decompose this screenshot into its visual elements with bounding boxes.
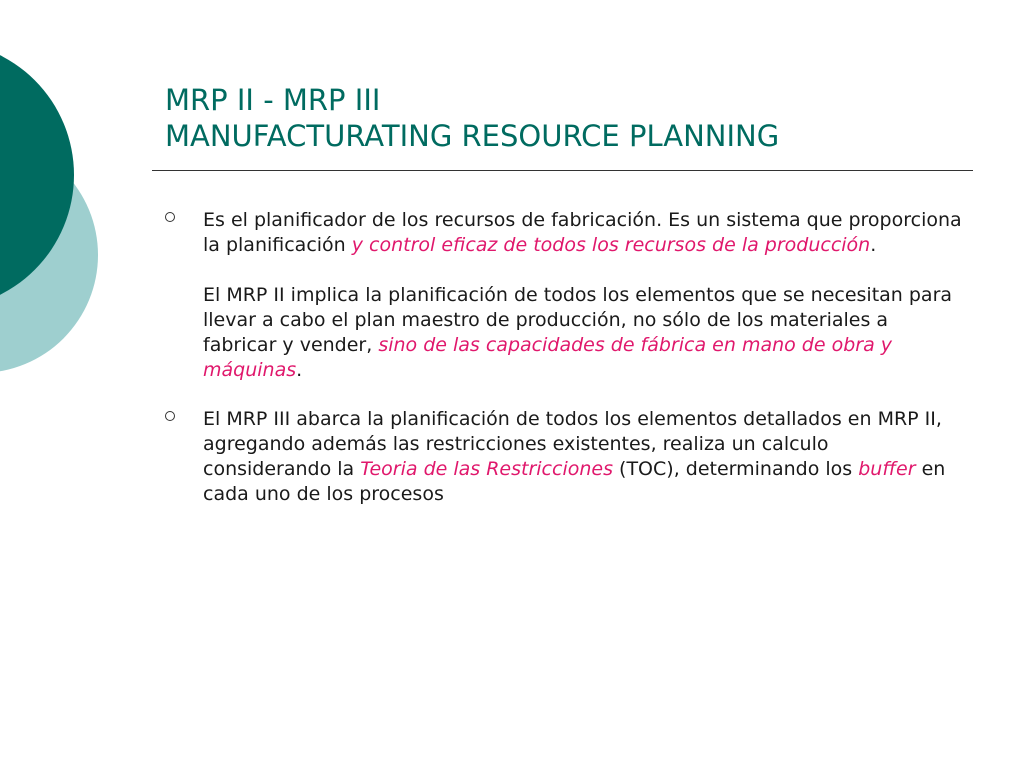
slide-title [165,82,779,154]
highlighted-text: sino de las capacidades de fábrica en mano de obra y máquinas [203,334,893,381]
title-line-1: MRP II - MRP III [165,83,381,117]
text-segment: . [870,234,877,256]
highlighted-text: buffer [858,458,916,480]
bullet-2-paragraph-1 [203,407,962,507]
bullet-list [162,208,962,531]
text-segment: El MRP II implica la planificación de todos los elementos que se necesitan para llevar a cabo el plan maestro de producción, no sólo de los materiales a fabricar y vender, [203,284,953,356]
hollow-circle-bullet-icon [165,411,175,421]
text-segment: (TOC), determinando los [613,458,859,480]
title-line-2: MANUFACTURATING RESOURCE PLANNING [165,119,780,153]
text-segment: en cada uno de los procesos [203,458,946,505]
highlighted-text: y control eficaz de todos los recursos de la producción [351,234,871,256]
hollow-circle-bullet-icon [165,212,175,222]
bullet-1-paragraph-1 [203,208,962,258]
bullet-item-1 [162,208,962,383]
text-segment: Es el planificador de los recursos de fabricación. Es un sistema que proporciona la planificación [203,209,962,256]
highlighted-text: Teoria de las Restricciones [360,458,613,480]
text-segment: El MRP III abarca la planificación de todos los elementos detallados en MRP II, agregando además las restricciones existentes, realiza un calculo considerando la [203,408,942,480]
bullet-item-2 [162,407,962,507]
title-divider [152,170,973,171]
bullet-1-paragraph-2 [203,283,962,383]
decorative-circles [0,0,110,420]
text-segment: . [296,359,303,381]
